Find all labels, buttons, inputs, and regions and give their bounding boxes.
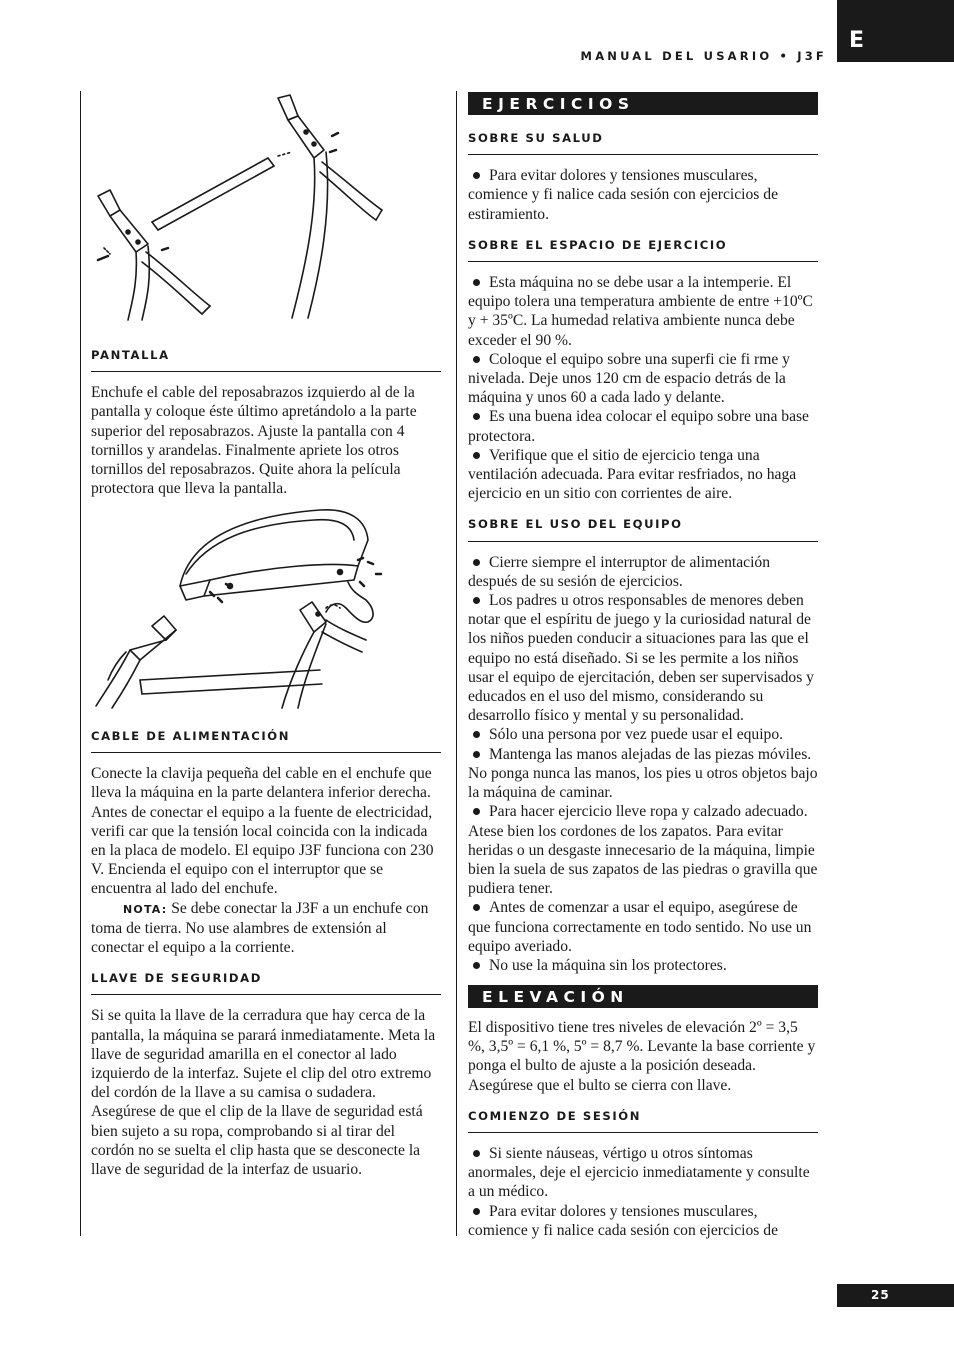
section-heading-pantalla: PANTALLA	[91, 346, 441, 372]
section-heading-comienzo: COMIENZO DE SESIÓN	[468, 1107, 818, 1133]
uso-item	[468, 725, 818, 744]
left-column-lower	[91, 727, 441, 1179]
uso-item-text: Sólo una persona por vez puede usar el equipo.	[489, 726, 784, 744]
uso-item-text: Antes de comenzar a usar el equipo, asegúrese de que funciona correctamente en todo sentido. No use un equipo averiado.	[468, 899, 812, 955]
section-heading-uso: SOBRE EL USO DEL EQUIPO	[468, 515, 818, 541]
bullet-icon	[473, 1150, 480, 1157]
elevacion-text: El dispositivo tiene tres niveles de elevación 2º = 3,5 %, 3,5º = 6,1 %, 5º = 8,7 %. Levante la base corriente y ponga el bulto de ajuste a la posición deseada. Asegúrese que el bulto se cierra con llave.	[468, 1019, 816, 1094]
left-column-rule	[80, 91, 81, 1236]
display-mounting-illustration	[90, 500, 390, 710]
bullet-icon	[473, 731, 480, 738]
right-column	[468, 92, 818, 975]
comienzo-item	[468, 1202, 818, 1240]
uso-item	[468, 745, 818, 803]
espacio-item-text: Es una buena idea colocar el equipo sobre una base protectora.	[468, 408, 809, 445]
uso-item-text: Mantenga las manos alejadas de las piezas móviles. No ponga nunca las manos, los pies u otros objetos bajo la máquina de caminar.	[468, 745, 818, 802]
bullet-icon	[473, 751, 480, 758]
section-heading-espacio: SOBRE EL ESPACIO DE EJERCICIO	[468, 236, 818, 262]
espacio-item	[468, 350, 818, 408]
llave-text: Si se quita la llave de la cerradura que hay cerca de la pantalla, la máquina se parará inmediatamente. Meta la llave de seguridad amarilla en el conector al lado izquierdo de la interfaz. Sujete el clip del otro extremo del cordón de la llave a su camisa o sudadera. Asegúrese de que el clip de la llave de seguridad está bien sujeto a su ropa, comprobando si al tirar del cordón no se suelta el clip hasta que se desconecte la llave de seguridad de la interfaz de usuario.	[91, 1007, 436, 1179]
section-heading-llave: LLAVE DE SEGURIDAD	[91, 969, 441, 995]
uso-item	[468, 591, 818, 725]
section-title-elevacion: ELEVACIÓN	[468, 985, 818, 1008]
language-tab-label: E	[849, 28, 865, 53]
espacio-item-text: Verifique que el sitio de ejercicio tenga una ventilación adecuada. Para evitar resfriados, no haga ejercicio en un sitio con corrientes de aire.	[468, 446, 797, 503]
bullet-icon	[473, 904, 480, 911]
uso-item-text: Para hacer ejercicio lleve ropa y calzado adecuado. Atese bien los cordones de los zapatos. Para evitar heridas o un desgaste innecesario de la máquina, limpie bien la suela de sus zapatos de las piedras o gravilla que pudiera tener.	[468, 803, 818, 898]
center-column-rule	[456, 91, 457, 1236]
note-text: Se debe conectar la J3F a un enchufe con toma de tierra. No use alambres de extensión al conectar el equipo a la corriente.	[91, 899, 429, 957]
page-number	[837, 1284, 954, 1307]
bullet-icon	[473, 1208, 480, 1215]
bullet-icon	[473, 559, 480, 566]
bullet-icon	[473, 452, 480, 459]
cable-note	[91, 899, 441, 958]
language-tab	[837, 0, 954, 62]
salud-item	[468, 166, 818, 224]
espacio-item-text: Coloque el equipo sobre una superfi cie fi rme y nivelada. Deje unos 120 cm de espacio detrás de la máquina y unos 60 a cada lado y delante.	[468, 350, 790, 407]
bullet-icon	[473, 172, 480, 179]
section-heading-cable: CABLE DE ALIMENTACIÓN	[91, 727, 441, 753]
uso-item	[468, 956, 818, 975]
bullet-icon	[473, 962, 480, 969]
running-title: MANUAL DEL USARIO • J3F	[580, 49, 827, 63]
cable-text: Conecte la clavija pequeña del cable en el enchufe que lleva la máquina en la parte delantera inferior derecha. Antes de conectar el equipo a la fuente de electricidad, verifi car que la tensión local coincida con la indicada en la placa de modelo. El equipo J3F funciona con 230 V. Encienda el equipo con el interruptor que se encuentra al lado del enchufe.	[91, 765, 434, 898]
section-title-ejercicios: EJERCICIOS	[468, 92, 818, 115]
comienzo-item	[468, 1144, 818, 1202]
uso-item	[468, 553, 818, 591]
espacio-item	[468, 446, 818, 504]
right-column-lower	[468, 985, 818, 1240]
left-column	[91, 346, 441, 498]
note-label: NOTA:	[123, 902, 168, 916]
uso-item-text: Los padres u otros responsables de menores deben notar que el espíritu de juego y la curiosidad natural de los niños pueden conducir a situaciones para las que el equipo no está diseñado. Si se les permite a los niños usar el equipo de ejercitación, deben ser supervisados y educados en el uso del mismo, considerando su desarrollo físico y mental y su personalidad.	[468, 592, 814, 725]
bullet-icon	[473, 808, 480, 815]
comienzo-item-text: Si siente náuseas, vértigo u otros síntomas anormales, deje el ejercicio inmediatamente y consulte a un médico.	[468, 1145, 810, 1201]
page-number-text: 25	[871, 1288, 890, 1302]
espacio-item	[468, 407, 818, 445]
section-heading-salud: SOBRE SU SALUD	[468, 129, 818, 155]
bullet-icon	[473, 597, 480, 604]
uso-item-text: No use la máquina sin los protectores.	[489, 956, 727, 974]
salud-item-text: Para evitar dolores y tensiones musculares, comience y fi nalice cada sesión con ejercicios de estiramiento.	[468, 167, 778, 223]
uso-item	[468, 802, 818, 898]
uso-item-text: Cierre siempre el interruptor de alimentación después de su sesión de ejercicios.	[468, 553, 771, 590]
bullet-icon	[473, 279, 480, 286]
bullet-icon	[473, 413, 480, 420]
pantalla-text: Enchufe el cable del reposabrazos izquierdo al de la pantalla y coloque éste último apretándolo a la parte superior del reposabrazos. Ajuste la pantalla con 4 tornillos y arandelas. Finalmente apriete los otros tornillos del reposabrazos. Quite ahora la película protectora que lleva la pantalla.	[91, 384, 417, 498]
uso-item	[468, 898, 818, 956]
espacio-item-text: Esta máquina no se debe usar a la intemperie. El equipo tolera una temperatura ambiente de entre +10ºC y + 35ºC. La humedad relativa ambiente nunca debe exceder el 90 %.	[468, 274, 813, 349]
espacio-item	[468, 273, 818, 350]
comienzo-item-text: Para evitar dolores y tensiones musculares, comience y fi nalice cada sesión con ejercicios de	[468, 1202, 778, 1239]
armrest-assembly-illustration	[92, 92, 392, 324]
bullet-icon	[473, 356, 480, 363]
